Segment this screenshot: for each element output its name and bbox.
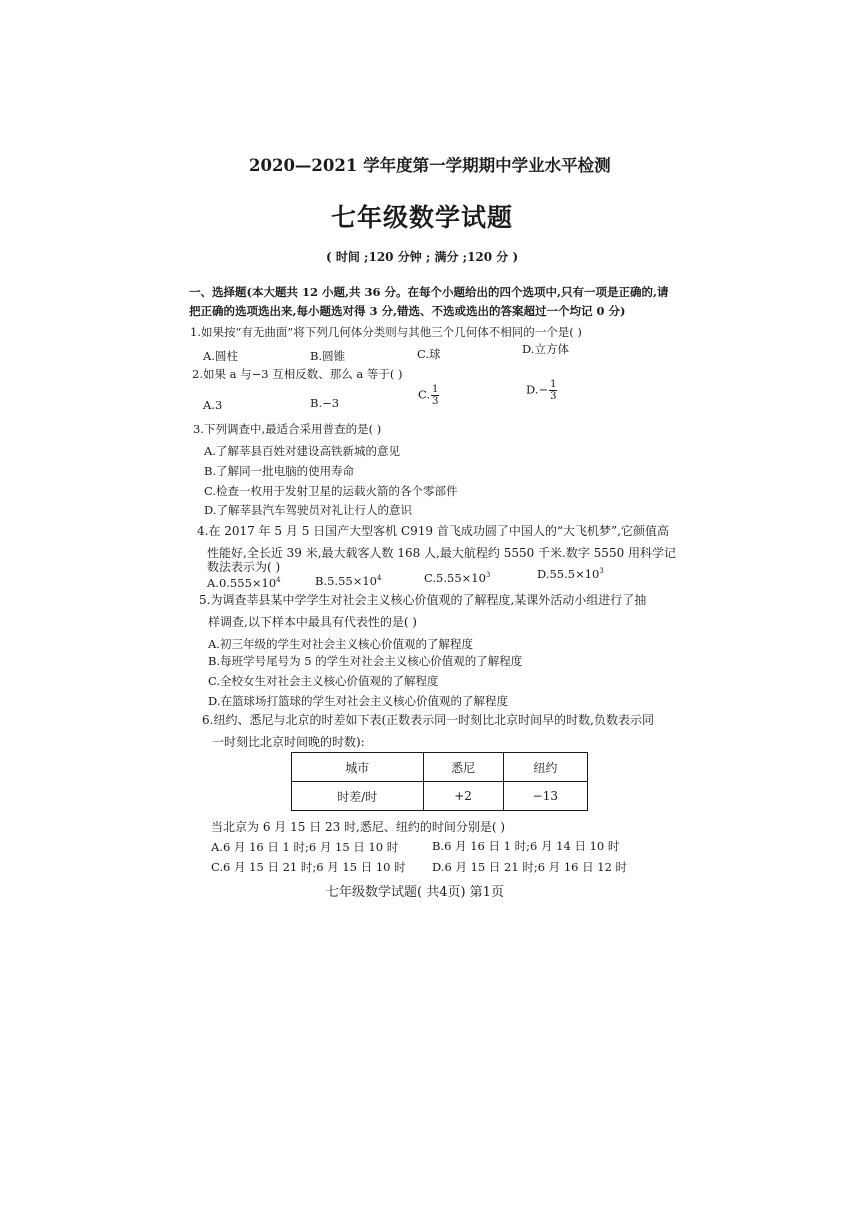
q5-option-b: B.每班学号尾号为 5 的学生对社会主义核心价值观的了解程度 — [208, 654, 523, 668]
table-cell: 城市 — [292, 753, 424, 782]
q1-stem: 1.如果按“有无曲面”将下列几何体分类则与其他三个几何体不相同的一个是( ) — [190, 325, 582, 339]
q4-option-a — [207, 576, 281, 590]
table-row — [292, 782, 588, 811]
q2-stem: 2.如果 a 与−3 互相反数、那么 a 等于( ) — [192, 367, 403, 381]
q6-option-c: C.6 月 15 日 21 时;6 月 15 日 10 时 — [211, 860, 406, 874]
q6-question: 当北京为 6 月 15 日 23 时,悉尼、纽约的时间分别是( ) — [211, 820, 506, 834]
q2-option-a: A.3 — [203, 398, 223, 412]
q2-option-d-fraction — [549, 379, 557, 402]
q4-option-c-base: C.5.55×10 — [424, 571, 486, 585]
time-difference-table — [291, 752, 588, 811]
fraction-denominator: 3 — [550, 391, 557, 402]
q6-option-a: A.6 月 16 日 1 时;6 月 15 日 10 时 — [211, 840, 399, 854]
q5-option-a: A.初三年级的学生对社会主义核心价值观的了解程度 — [208, 637, 473, 651]
q1-option-d: D.立方体 — [522, 342, 569, 356]
q5-option-c: C.全校女生对社会主义核心价值观的了解程度 — [208, 674, 439, 688]
exam-title: 七年级数学试题 — [331, 203, 514, 232]
table-cell: 时差/时 — [292, 782, 424, 811]
q6-option-d: D.6 月 15 日 21 时;6 月 16 日 12 时 — [432, 860, 628, 874]
table-cell: −13 — [503, 782, 587, 811]
q1-option-b: B.圆锥 — [310, 349, 346, 363]
q3-option-c: C.检查一枚用于发射卫星的运载火箭的各个零部件 — [204, 484, 458, 498]
table-cell: 纽约 — [503, 753, 587, 782]
q2-option-c — [418, 384, 440, 407]
q6-line1: 6.纽约、悉尼与北京的时差如下表(正数表示同一时刻比北京时间早的时数,负数表示同 — [202, 713, 654, 727]
q4-option-a-exponent: 4 — [276, 576, 281, 584]
q2-option-c-prefix: C. — [418, 387, 431, 402]
q4-option-c-exponent: 3 — [485, 571, 491, 579]
q3-option-d: D.了解莘县汽车驾驶员对礼让行人的意识 — [204, 503, 412, 517]
q6-option-b: B.6 月 16 日 1 时;6 月 14 日 10 时 — [432, 839, 620, 853]
q3-option-a: A.了解莘县百姓对建设高铁新城的意见 — [204, 444, 400, 458]
q5-line1: 5.为调查莘县某中学学生对社会主义核心价值观的了解程度,某课外活动小组进行了抽 — [199, 593, 647, 607]
q1-option-a: A.圆柱 — [203, 349, 238, 363]
q2-option-d — [526, 379, 558, 402]
fraction-denominator: 3 — [432, 396, 439, 407]
q4-option-d — [537, 567, 604, 581]
q4-line2: 性能好,全长近 39 米,最大载客人数 168 人,最大航程约 5550 千米.数字 5550 用科学记 — [207, 546, 677, 560]
fraction-numerator: 1 — [432, 384, 439, 395]
term-title: 2020—2021 学年度第一学期期中学业水平检测 — [249, 156, 611, 175]
q4-option-b-base: B.5.55×10 — [315, 574, 377, 588]
q4-option-b — [315, 574, 381, 588]
section-instructions-line1: 一、选择题(本大题共 12 小题,共 36 分。在每个小题给出的四个选项中,只有一项是正确的,请 — [189, 285, 669, 299]
q4-option-d-base: D.55.5×10 — [537, 567, 600, 581]
q4-line3: 数法表示为( ) — [207, 560, 281, 574]
q5-option-d: D.在篮球场打篮球的学生对社会主义核心价值观的了解程度 — [208, 694, 508, 708]
table-cell: 悉尼 — [423, 753, 503, 782]
q2-option-c-fraction — [431, 384, 439, 407]
time-info: ( 时间 ;120 分钟 ; 满分 ;120 分 ) — [326, 250, 519, 264]
page-footer: 七年级数学试题( 共4页) 第1页 — [326, 885, 504, 900]
q2-option-d-prefix: D.− — [526, 382, 549, 397]
section-instructions-line2: 把正确的选项选出来,每小题选对得 3 分,错选、不选或选出的答案超过一个均记 0 分) — [189, 304, 626, 318]
q3-stem: 3.下列调查中,最适合采用普查的是( ) — [193, 422, 382, 436]
q4-option-a-base: A.0.555×10 — [207, 576, 277, 590]
q1-option-c: C.球 — [417, 347, 441, 361]
q4-option-c — [424, 571, 490, 585]
table-header-row — [292, 753, 588, 782]
q6-line2: 一时刻比北京时间晚的时数): — [212, 735, 365, 749]
q3-option-b: B.了解同一批电脑的使用寿命 — [204, 464, 355, 478]
q4-line1: 4.在 2017 年 5 月 5 日国产大型客机 C919 首飞成功圆了中国人的“大飞机梦”,它颜值高 — [197, 524, 669, 538]
q2-option-b: B.−3 — [310, 396, 340, 410]
q4-option-b-exponent: 4 — [376, 574, 382, 582]
table-cell: +2 — [423, 782, 503, 811]
q5-line2: 样调查,以下样本中最具有代表性的是( ) — [208, 615, 417, 629]
fraction-numerator: 1 — [550, 379, 557, 390]
q4-option-d-exponent: 3 — [599, 567, 604, 575]
